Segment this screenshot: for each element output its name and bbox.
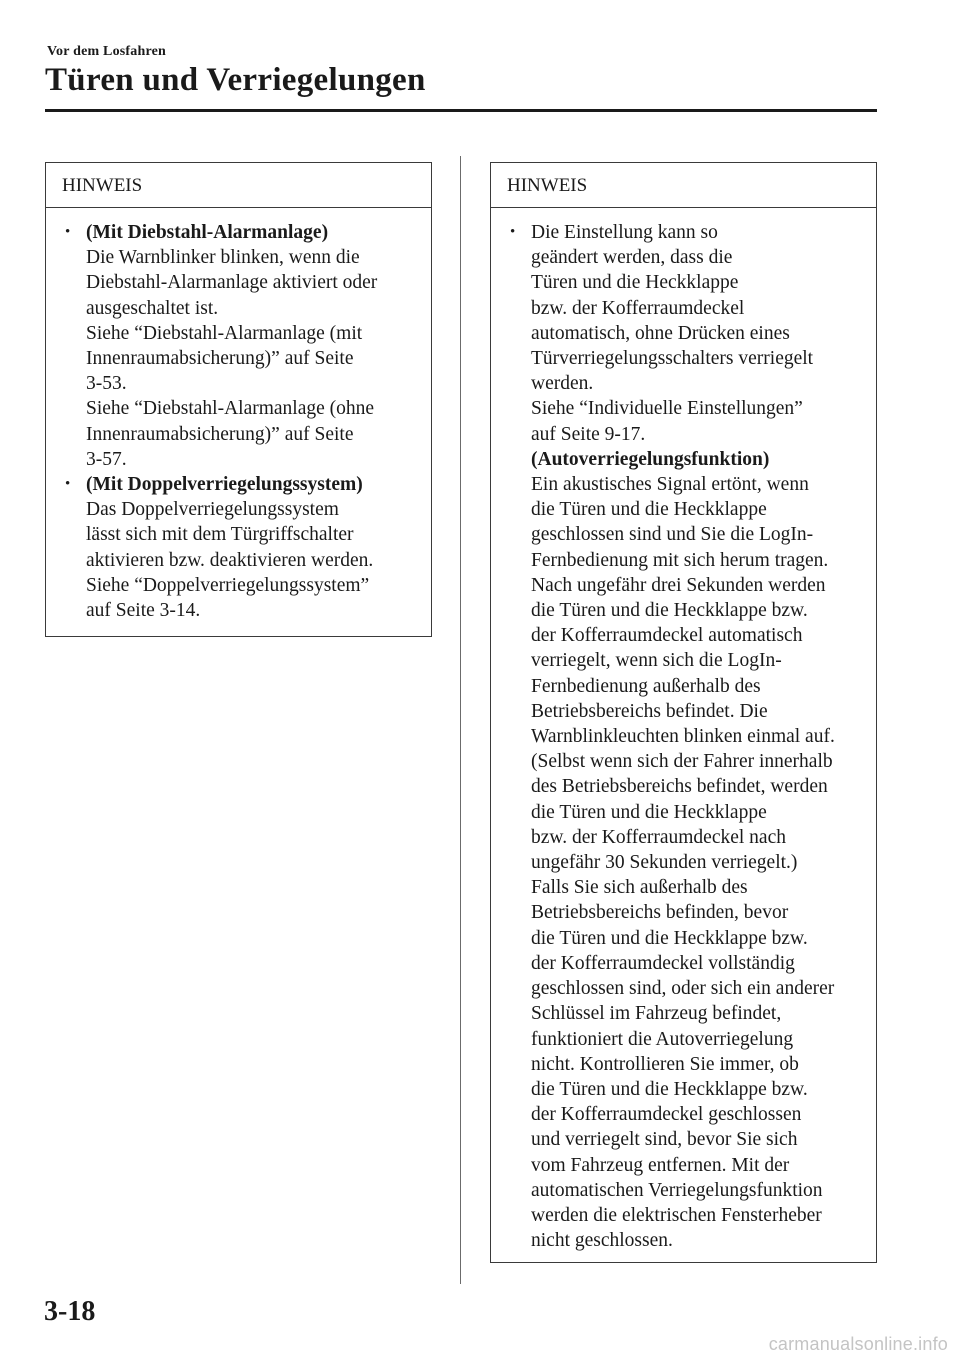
text-line: geändert werden, dass die — [531, 247, 733, 269]
right-detail — [531, 472, 866, 1253]
text-line: verriegelt, wenn sich die LogIn- — [531, 650, 782, 672]
right-note-heading: HINWEIS — [491, 163, 876, 208]
text-line: Innenraumabsicherung)” auf Seite — [86, 348, 354, 370]
text-line: aktivieren bzw. deaktivieren werden. — [86, 549, 374, 571]
text-line: ausgeschaltet ist. — [86, 297, 219, 319]
text-line: Das Doppelverriegelungssystem — [86, 499, 339, 521]
page-number: 3-18 — [44, 1296, 96, 1327]
text-line: 3-53. — [86, 373, 127, 395]
text-line: die Türen und die Heckklappe — [531, 801, 767, 823]
text-line: Nach ungefähr drei Sekunden werden — [531, 574, 826, 596]
text-line: automatisch, ohne Drücken eines — [531, 322, 790, 344]
text-line: geschlossen sind, oder sich ein anderer — [531, 978, 835, 1000]
text-line: automatischen Verriegelungsfunktion — [531, 1179, 823, 1201]
text-line: lässt sich mit dem Türgriffschalter — [86, 524, 354, 546]
text-line: Die Einstellung kann so — [531, 222, 718, 243]
text-line: die Türen und die Heckklappe bzw. — [531, 1078, 808, 1100]
text-line: Warnblinkleuchten blinken einmal auf. — [531, 726, 835, 748]
text-line: Die Warnblinker blinken, wenn die — [86, 247, 360, 269]
text-line: und verriegelt sind, bevor Sie sich — [531, 1129, 798, 1151]
text-line: Türverriegelungsschalters verriegelt — [531, 348, 814, 370]
title-rule — [45, 109, 877, 112]
text-line: Betriebsbereichs befinden, bevor — [531, 902, 789, 924]
text-line: geschlossen sind und Sie die LogIn- — [531, 524, 814, 546]
left-note-box — [45, 162, 432, 637]
bullet-icon: • — [65, 224, 71, 240]
text-line: des Betriebsbereichs befindet, werden — [531, 776, 828, 798]
text-line: auf Seite 3-14. — [86, 600, 201, 622]
right-intro — [531, 220, 866, 447]
text-line: ungefähr 30 Sekunden verriegelt.) — [531, 852, 798, 874]
right-note-body — [491, 208, 876, 1253]
text-line: funktioniert die Autoverriegelung — [531, 1028, 794, 1050]
chapter-title: Türen und Verriegelungen — [45, 62, 426, 98]
text-line: die Türen und die Heckklappe bzw. — [531, 600, 808, 622]
text-line: vom Fahrzeug entfernen. Mit der — [531, 1154, 790, 1176]
text-line: Siehe “Individuelle Einstellungen” — [531, 398, 803, 420]
text-line: Türen und die Heckklappe — [531, 272, 739, 294]
text-line: Fernbedienung außerhalb des — [531, 675, 761, 697]
right-note-item — [501, 220, 866, 1253]
text-line: Siehe “Diebstahl-Alarmanlage (mit — [86, 322, 363, 344]
text-line: auf Seite 9-17. — [531, 423, 646, 445]
bullet-icon: • — [510, 224, 516, 240]
text-line: Innenraumabsicherung)” auf Seite — [86, 423, 354, 445]
text-line: der Kofferraumdeckel geschlossen — [531, 1104, 802, 1126]
text-line: bzw. der Kofferraumdeckel — [531, 297, 745, 319]
text-line: Fernbedienung mit sich herum tragen. — [531, 549, 829, 571]
text-line: die Türen und die Heckklappe bzw. — [531, 927, 808, 949]
left-note-item — [56, 220, 421, 472]
text-line: Betriebsbereichs befindet. Die — [531, 700, 768, 722]
text-line: die Türen und die Heckklappe — [531, 499, 767, 521]
left-note-body — [46, 208, 431, 623]
item-heading: (Mit Doppelverriegelungssystem) — [86, 474, 363, 496]
text-line: (Selbst wenn sich der Fahrer innerhalb — [531, 751, 833, 773]
text-line: Siehe “Doppelverriegelungssystem” — [86, 574, 370, 596]
watermark: carmanualsonline.info — [768, 1334, 948, 1354]
item-heading: (Mit Diebstahl-Alarmanlage) — [86, 222, 329, 243]
text-line: der Kofferraumdeckel automatisch — [531, 625, 803, 647]
left-note-item — [56, 472, 421, 623]
text-line: nicht. Kontrollieren Sie immer, ob — [531, 1053, 799, 1075]
text-line: werden die elektrischen Fensterheber — [531, 1204, 822, 1226]
text-line: bzw. der Kofferraumdeckel nach — [531, 826, 786, 848]
text-line: 3-57. — [86, 448, 127, 470]
text-line: der Kofferraumdeckel vollständig — [531, 952, 795, 974]
left-note-heading: HINWEIS — [46, 163, 431, 208]
text-line: Ein akustisches Signal ertönt, wenn — [531, 474, 809, 496]
bullet-icon: • — [65, 476, 71, 493]
text-line: Schlüssel im Fahrzeug befindet, — [531, 1003, 782, 1025]
right-subheading: (Autoverriegelungsfunktion) — [531, 448, 770, 470]
text-line: Diebstahl-Alarmanlage aktiviert oder — [86, 272, 378, 294]
text-line: werden. — [531, 373, 594, 395]
column-divider — [460, 156, 461, 1284]
text-line: Siehe “Diebstahl-Alarmanlage (ohne — [86, 398, 375, 420]
text-line: Falls Sie sich außerhalb des — [531, 877, 748, 899]
right-note-box — [490, 162, 877, 1263]
text-line: nicht geschlossen. — [531, 1230, 673, 1252]
section-kicker: Vor dem Losfahren — [47, 44, 167, 59]
